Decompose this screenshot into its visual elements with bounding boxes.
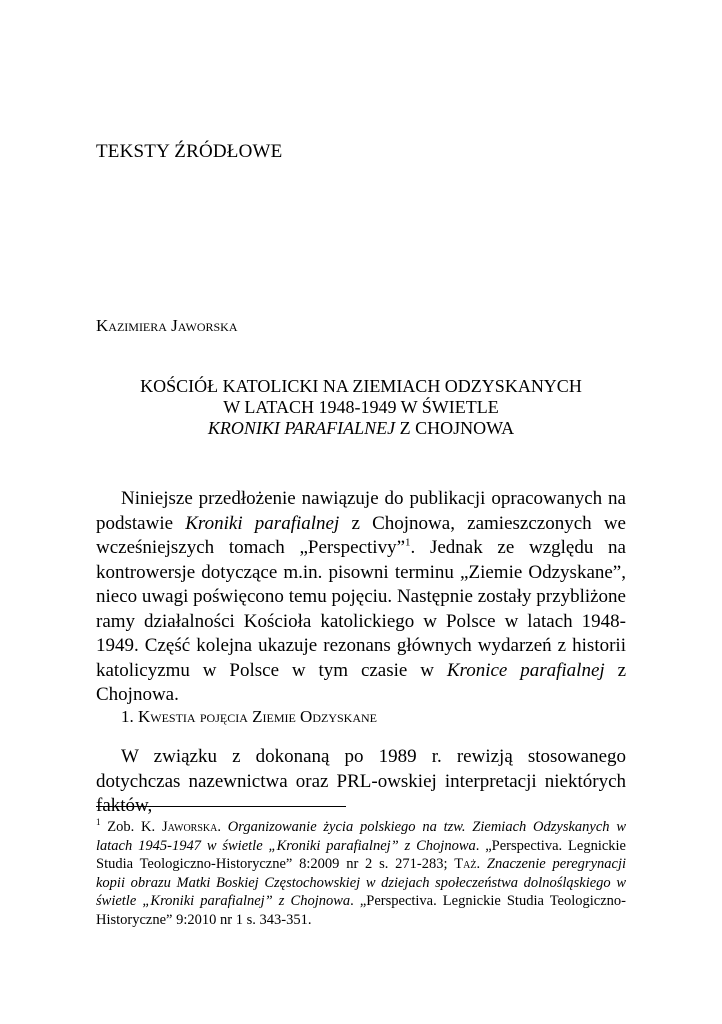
author-name: Kazimiera Jaworska	[96, 316, 238, 335]
p1-text-2: z Chojnowa, zamieszczonych we wcześniejszych tomach „Perspectivy”	[96, 512, 626, 558]
title-rest: Z CHOJNOWA	[395, 418, 515, 438]
fn-title-2: Znaczenie peregrynacji kopii obrazu Matki Boskiej Częstochowskiej w dziejach społeczeństwa dolnośląskiego w świetle „Kroniki parafialnej” z Chojnowa	[96, 856, 626, 910]
fn-text-3: . „Perspectiva. Legnickie Studia Teologiczno-Historyczne” 8:2009 nr 2 s. 271-283;	[96, 837, 626, 873]
p1-text-3: . Jednak ze względu na kontrowersje dotyczące m.in. pisowni terminu „Ziemie Odzyskane”, nieco uwagi poświęcono temu pojęciu. Następnie zostały przybliżone ramy działalności Kościoła katolickiego w Polsce w latach 1948-1949. Część kolejna ukazuje rezonans głównych wydarzeń z historii katolicyzmu w Polsce w tym czasie w	[96, 537, 626, 681]
section-heading: TEKSTY ŹRÓDŁOWE	[96, 141, 283, 162]
fn-text-1: Zob. K.	[100, 819, 162, 835]
chapter-paragraph	[96, 745, 626, 819]
p1-text-1: Niniejsze przedłożenie nawiązuje do publikacji opracowanych na podstawie	[96, 488, 626, 534]
fn-text-2: .	[217, 819, 228, 835]
article-title	[96, 376, 626, 439]
footnote-number: 1	[96, 817, 101, 828]
fn-text-5: . „Perspectiva. Legnickie Studia Teologiczno-Historyczne” 9:2010 nr 1 s. 343-351.	[96, 893, 626, 928]
fn-text-4: .	[476, 856, 487, 873]
p1-italic-2: Kronice parafialnej	[446, 659, 605, 681]
title-line-3	[96, 418, 626, 439]
title-italic: KRONIKI PARAFIALNEJ	[207, 418, 396, 438]
p2-text: W związku z dokonaną po 1989 r. rewizją stosowanego dotychczas nazewnictwa oraz PRL-owskiej interpretacji niektórych faktów,	[96, 746, 626, 816]
footnote	[96, 818, 626, 930]
title-line-2: W LATACH 1948-1949 W ŚWIETLE	[223, 397, 499, 417]
fn-author-2: Taż	[454, 856, 477, 873]
fn-title-1: Organizowanie życia polskiego na tzw. Ziemiach Odzyskanych w latach 1945-1947 w świetle „Kroniki parafialnej” z Chojnowa	[96, 819, 626, 854]
p1-text-4: z Chojnowa.	[96, 659, 627, 705]
footnote-reference[interactable]: 1	[405, 536, 411, 549]
chapter-subheading: 1. Kwestia pojęcia Ziemie Odzyskane	[121, 707, 378, 726]
footnote-divider	[96, 806, 346, 807]
p1-italic-1: Kroniki parafialnej	[185, 512, 340, 534]
fn-author: Jaworska	[161, 819, 218, 835]
intro-paragraph	[96, 487, 626, 708]
title-line-1: KOŚCIÓŁ KATOLICKI NA ZIEMIACH ODZYSKANYCH	[140, 376, 582, 396]
